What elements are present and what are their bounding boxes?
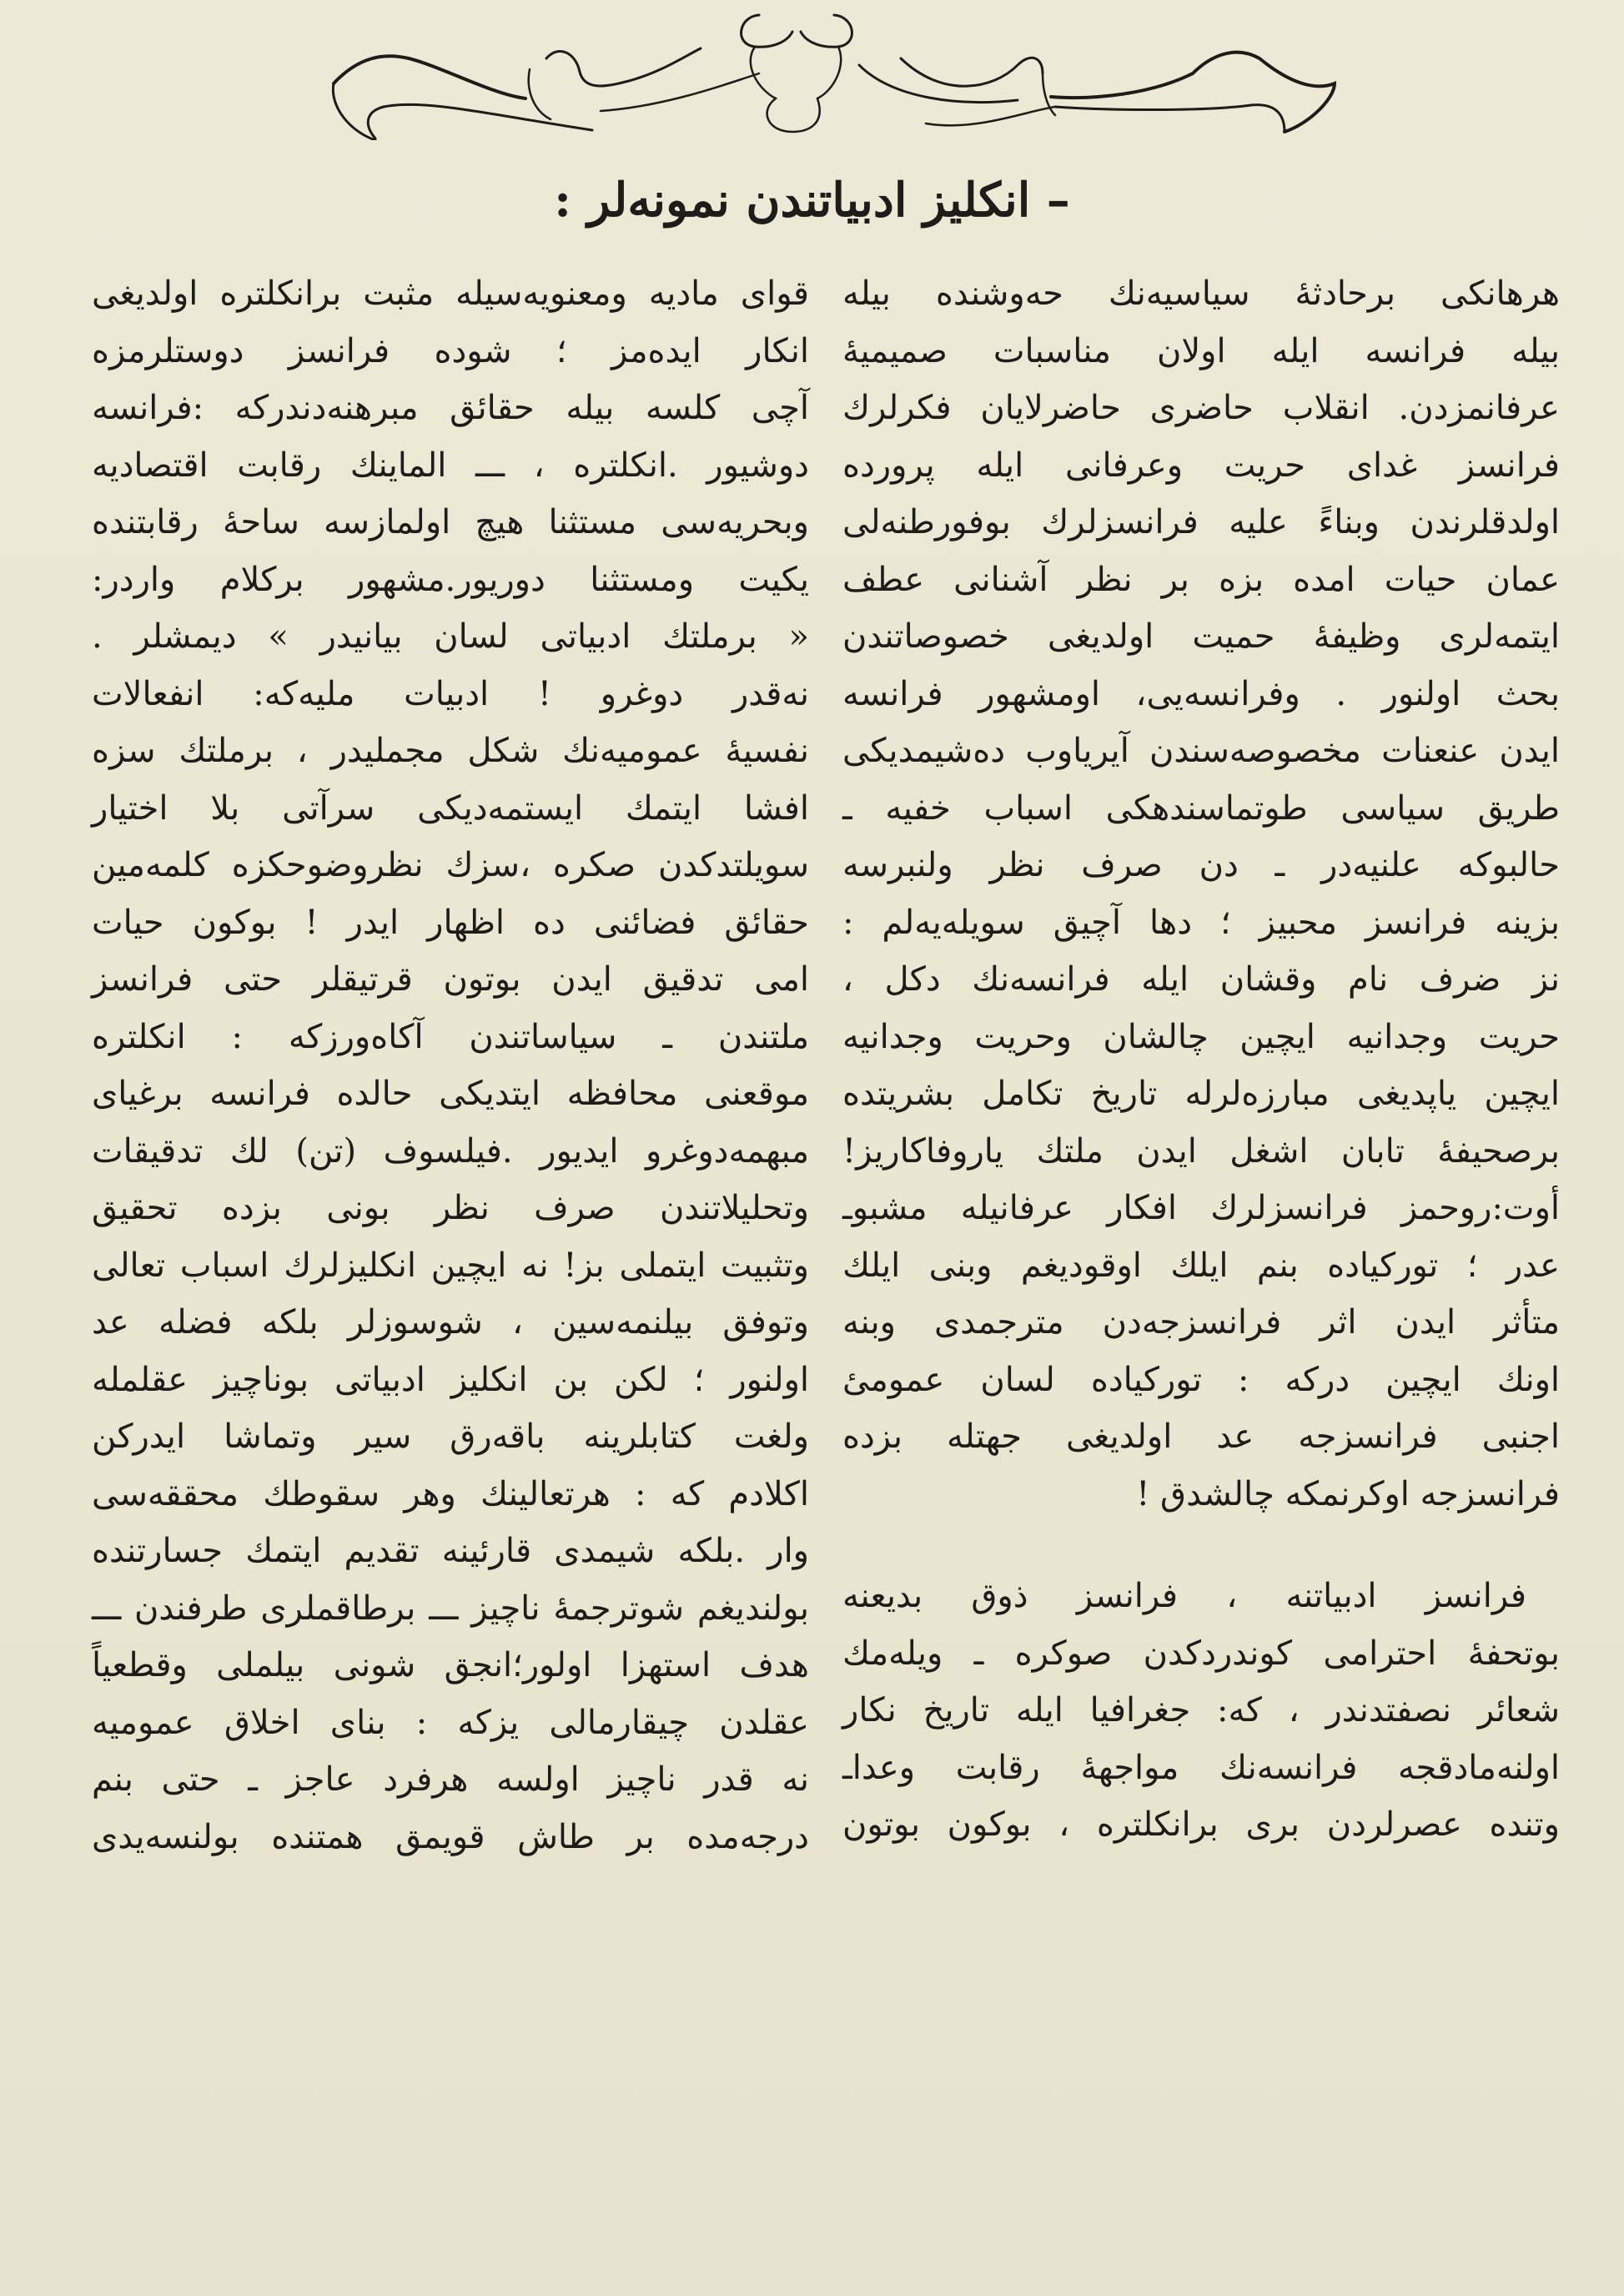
left-column (92, 265, 809, 1866)
text-line: ملتندن ـ سياساتندن آكاه‌ورزكه : انكلتره (92, 1017, 809, 1056)
text-line: وتوفق بيلنمه‌سين ، شوسوزلر بلكه فضله عد (92, 1303, 809, 1342)
text-line: اكلادم كه : هرتعالينك وهر سقوطك محققه‌سى (92, 1474, 809, 1513)
text-line: نه قدر ناچيز اولسه هرفرد عاجز ـ حتى بنم (92, 1760, 809, 1799)
page-title: – انكليز ادبياتندن نمونه‌لر : (554, 173, 1070, 228)
text-line: طريق سياسى طوتماسندهكى اسباب خفيه ـ (842, 788, 1560, 828)
text-line: شعائر نصفتدندر ، كه: جغرافيا ايله تاريخ نكار (842, 1691, 1560, 1730)
text-line: حالبوكه علنيه‌در ـ دن صرف نظر ولنبرسه (842, 846, 1560, 884)
text-line: بحث اولنور . وفرانسه‌يى، اومشهور فرانسه (842, 674, 1560, 713)
text-line: موقعنى محافظه ايتديكى حالده فرانسه برغياى (92, 1075, 809, 1113)
text-line: ايچين ياپديغى مبارزه‌لرله تاريخ تكامل بشريتده (842, 1075, 1560, 1113)
text-line: فرانسزجه اوكرنمكه چالشدق ! (1136, 1474, 1560, 1513)
text-line: وبحريه‌سى مستثنا هيچ اولمازسه ساحهٔ رقابتنده (92, 503, 809, 541)
left-paragraph-1 (92, 265, 809, 1866)
text-line: وتحليلاتندن صرف نظر بونى بزده تحقيق (92, 1189, 809, 1227)
text-line: اولدقلرندن وبناءً عليه فرانسزلرك بوفورطنه‌لى (842, 503, 1560, 541)
text-line: بولنديغم شوترجمهٔ ناچيز ـــ برطاقملرى طرفندن ـــ (92, 1589, 809, 1628)
text-line: ولغت كتابلرينه باقه‌رق سير وتماشا ايدركن (92, 1417, 809, 1456)
right-paragraph-2 (842, 1568, 1560, 1854)
text-line: اجنبى فرانسزجه عد اولديغى جهتله بزده (842, 1417, 1560, 1456)
text-line: عمان حيات امده بزه بر نظر آشنانى عطف (842, 560, 1560, 599)
text-line: امى تدقيق ايدن بوتون قرتيقلر حتى فرانسز (92, 960, 809, 999)
text-line: عدر ؛ توركياده بنم ايلك اوقوديغم وبنى ايلك (842, 1246, 1560, 1285)
text-line: اولنور ؛ لكن بن انكليز ادبياتى بوناچيز عقلمله (92, 1360, 809, 1399)
text-line: انكار ايده‌مز ؛ شوده فرانسز دوستلرمزه (92, 331, 809, 370)
text-line: نه‌قدر دوغرو ! ادبيات مليه‌كه: انفعالات (92, 674, 809, 713)
text-line: أوت:روحمز فرانسزلرك افكار عرفانيله مشبوـ (842, 1189, 1560, 1227)
text-line: آچى كلسه بيله حقائق مبرهنه‌دندركه :فرانسه (92, 389, 809, 427)
text-line: متأثر ايدن اثر فرانسزجه‌دن مترجمدى وبنه (842, 1303, 1560, 1342)
text-line: افشا ايتمك ايستمه‌ديكى سرآتى بلا اختيار (92, 788, 809, 828)
text-line: اونك ايچين دركه : توركياده لسان عمومىٔ (842, 1360, 1560, 1399)
text-line: نفسيهٔ عموميه‌نك شكل مجمليدر ، برملتك سزه (92, 732, 809, 770)
text-line: دوشيور .انكلتره ، ـــ الماينك رقابت اقتصاديه (92, 446, 809, 485)
text-line: قواى ماديه ومعنويه‌سيله مثبت برانكلتره اولديغى (92, 274, 809, 313)
right-paragraph-1 (842, 265, 1560, 1523)
text-line: عقلدن چيقارمالى يزكه : بناى اخلاق عموميه (92, 1703, 809, 1742)
text-line: مبهمه‌دوغرو ايديور .فيلسوف (تن) لك تدقيقات (92, 1131, 809, 1171)
paragraph-gap (842, 1523, 1560, 1568)
text-line: نز ضرف نام وقشان ايله فرانسه‌نك دكل ، (842, 960, 1560, 999)
right-column (842, 265, 1560, 1854)
text-line: وار .بلكه شيمدى قارئينه تقديم ايتمك جسارتنده (92, 1532, 809, 1570)
text-line: حريت وجدانيه ايچين چالشان وحريت وجدانيه (842, 1017, 1560, 1056)
text-line: بوتحفهٔ احترامى كوندردكدن صوكره ـ ويله‌مك (842, 1634, 1560, 1673)
text-line: اولنه‌مادقجه فرانسه‌نك مواجههٔ رقابت وعداـ (842, 1748, 1560, 1787)
text-line: عرفانمزدن. انقلاب حاضرى حاضرلايان فكرلرك (842, 389, 1560, 427)
text-line: بزينه فرانسز محبيز ؛ دها آچيق سويله‌يه‌لم : (842, 903, 1560, 942)
text-line: درجه‌مده بر طاش قويمق همتنده بولنسه‌يدى (92, 1817, 809, 1856)
text-line: هدف استهزا اولور؛انجق شونى بيلملى وقطعياً (92, 1646, 809, 1684)
text-line: ايتمه‌لرى وظيفهٔ حميت اولديغى خصوصاتندن (842, 617, 1560, 656)
text-line: بيله فرانسه ايله اولان مناسبات صميميهٔ (842, 331, 1560, 370)
text-line: سويلتدكدن صكره ،سزك نظروضوحكزه كلمه‌مين (92, 846, 809, 884)
text-line: حقائق فضائنى ده اظهار ايدر ! بوكون حيات (92, 903, 809, 942)
text-line: فرانسز غداى حريت وعرفانى ايله پرورده (842, 446, 1560, 485)
text-line: برصحيفهٔ تابان اشغل ايدن ملتك ياروفاكاريز! (842, 1131, 1560, 1171)
text-line: فرانسز ادبياتنه ، فرانسز ذوق بديعنه (842, 1577, 1526, 1615)
text-line: هرهانكى برحادثهٔ سياسيه‌نك حه‌وشنده بيله (842, 274, 1560, 313)
text-line: « برملتك ادبياتى لسان بيانيدر » ديمشلر . (92, 617, 809, 656)
decorative-scroll-ornament (325, 7, 1343, 140)
text-line: ايدن عنعنات مخصوصه‌سندن آيرياوب ده‌شيمديكى (842, 732, 1560, 770)
text-line: وتثبيت ايتملى بز! نه ايچين انكليزلرك اسباب تعالى (92, 1246, 809, 1285)
text-line: يكيت ومستثنا دوريور.مشهور بركلام واردر: (92, 560, 809, 599)
text-line: وتنده عصرلردن برى برانكلتره ، بوكون بوتون (842, 1805, 1560, 1844)
